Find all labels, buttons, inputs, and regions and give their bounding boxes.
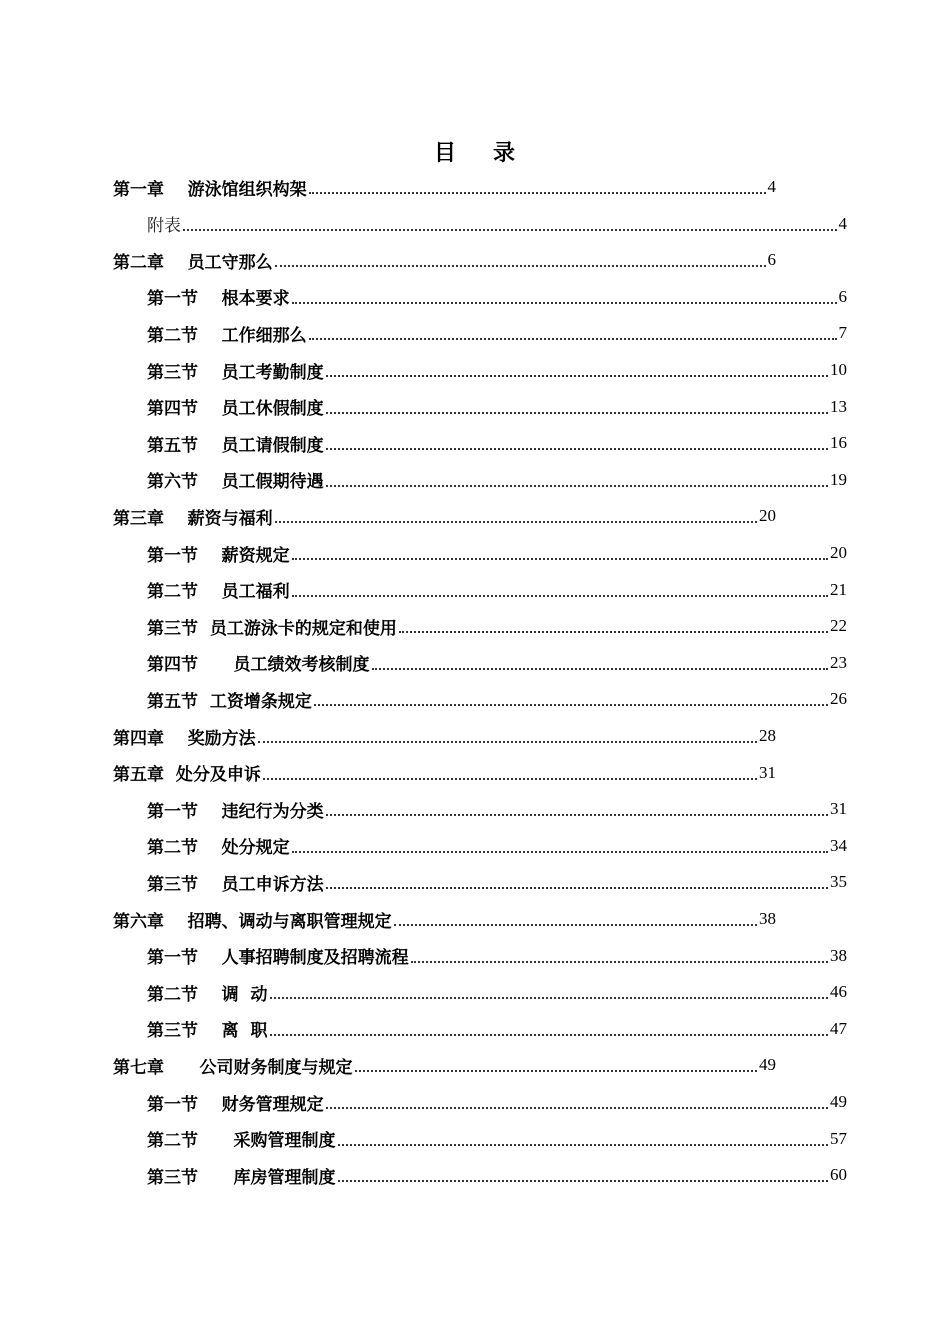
- toc-entry-section[interactable]: [147, 1084, 847, 1120]
- dot-leader: [292, 595, 828, 597]
- toc-entry-section[interactable]: [147, 974, 847, 1010]
- toc-entry-appendix[interactable]: [147, 206, 847, 242]
- toc-entry-section[interactable]: [147, 462, 847, 498]
- toc-entry-section[interactable]: [147, 1157, 847, 1193]
- dot-leader: [292, 851, 828, 853]
- toc-page-number: 7: [838, 323, 847, 343]
- toc-entry-label: 第一节 人事招聘制度及招聘流程: [147, 948, 409, 969]
- toc-entry-label: 第六节 员工假期待遇: [147, 472, 324, 493]
- toc-entry-label: 第二节 采购管理制度: [147, 1131, 336, 1152]
- dot-leader: [394, 924, 757, 926]
- toc-page-number: 20: [759, 506, 776, 526]
- toc-entry-chapter[interactable]: [113, 169, 776, 205]
- toc-page-number: 28: [759, 726, 776, 745]
- toc-entry-label: 第四章 奖励方法: [113, 728, 256, 749]
- toc-page-number: 31: [759, 762, 776, 782]
- toc-entry-label: 第五节 员工请假制度: [147, 435, 324, 456]
- toc-page-number: 49: [759, 1055, 776, 1075]
- toc-entry-label: 第五章 处分及申诉: [113, 765, 261, 786]
- toc-entry-section[interactable]: [147, 352, 847, 388]
- dot-leader: [326, 412, 828, 414]
- toc-entry-section[interactable]: [147, 315, 847, 351]
- toc-entry-label: 第一节 薪资规定: [147, 545, 290, 566]
- toc-entry-section[interactable]: [147, 938, 847, 974]
- dot-leader: [338, 1180, 828, 1182]
- toc-entry-section[interactable]: [147, 1011, 847, 1047]
- toc-page-number: 20: [830, 543, 847, 562]
- dot-leader: [309, 192, 766, 194]
- toc-page-number: 22: [830, 616, 847, 636]
- toc-page-number: 10: [830, 360, 847, 379]
- dot-leader: [314, 704, 828, 706]
- toc-entry-section[interactable]: [147, 279, 847, 315]
- toc-entry-label: 第三节 离 职: [147, 1021, 268, 1042]
- toc-entry-label: 第一节 财务管理规定: [147, 1094, 324, 1115]
- dot-leader: [275, 265, 766, 267]
- toc-entry-label: 第三节 员工考勤制度: [147, 362, 324, 383]
- toc-entry-label: 第三节 员工游泳卡的规定和使用: [147, 618, 397, 639]
- dot-leader: [355, 1070, 757, 1072]
- toc-entry-section[interactable]: [147, 608, 847, 644]
- toc-entry-section[interactable]: [147, 681, 847, 717]
- toc-entry-label: 第二节 工作细那么: [147, 325, 307, 346]
- toc-page-number: 38: [830, 945, 847, 965]
- dot-leader: [399, 631, 828, 633]
- toc-entry-section[interactable]: [147, 645, 847, 681]
- dot-leader: [270, 997, 828, 999]
- toc-title-part1: 目: [433, 140, 457, 166]
- toc-entry-section[interactable]: [147, 535, 847, 571]
- toc-entry-label: 第二节 处分规定: [147, 838, 290, 859]
- toc-page-number: 57: [830, 1128, 847, 1148]
- toc-page-number: 4: [838, 213, 847, 233]
- toc-entry-label: 第二节 调 动: [147, 984, 268, 1005]
- toc-entry-chapter[interactable]: [113, 901, 776, 937]
- toc-page-number: 6: [838, 286, 847, 306]
- toc-entry-chapter[interactable]: [113, 718, 776, 754]
- toc-entry-section[interactable]: [147, 389, 847, 425]
- dot-leader: [258, 741, 757, 743]
- toc-entry-section[interactable]: [147, 828, 847, 864]
- toc-page-number: 49: [830, 1092, 847, 1111]
- toc-page-number: 13: [830, 396, 847, 416]
- dot-leader: [275, 521, 757, 523]
- dot-leader: [309, 338, 837, 340]
- toc-entry-section[interactable]: [147, 864, 847, 900]
- toc-entry-label: 第一节 根本要求: [147, 289, 290, 310]
- toc-entry-label: 第五节 工资增条规定: [147, 691, 312, 712]
- toc-page-number: 23: [830, 652, 847, 672]
- toc-entry-section[interactable]: [147, 572, 847, 608]
- toc-entry-label: 第一章 游泳馆组织构架: [113, 179, 307, 200]
- dot-leader: [292, 558, 828, 560]
- dot-leader: [338, 1144, 828, 1146]
- toc-entry-chapter[interactable]: [113, 1047, 776, 1083]
- toc-page-number: 34: [830, 835, 847, 855]
- dot-leader: [411, 961, 828, 963]
- toc-entry-label: 第三节 库房管理制度: [147, 1167, 336, 1188]
- toc-page-number: 47: [830, 1018, 847, 1038]
- dot-leader: [270, 1034, 828, 1036]
- dot-leader: [326, 375, 828, 377]
- toc-page-number: 16: [830, 433, 847, 453]
- toc-entry-label: 第三节 员工申诉方法: [147, 874, 324, 895]
- toc-entry-label: 第二节 员工福利: [147, 582, 290, 603]
- toc-entry-section[interactable]: [147, 1121, 847, 1157]
- toc-entry-label: 第七章 公司财务制度与规定: [113, 1057, 353, 1078]
- toc-page-number: 19: [830, 469, 847, 489]
- toc-page-number: 6: [767, 250, 776, 270]
- toc-entry-section[interactable]: [147, 425, 847, 461]
- toc-title-part2: 录: [493, 140, 517, 166]
- toc-entry-chapter[interactable]: [113, 242, 776, 278]
- dot-leader: [263, 778, 757, 780]
- dot-leader: [326, 814, 828, 816]
- dot-leader: [326, 887, 828, 889]
- toc-page-number: 4: [767, 177, 776, 196]
- toc-entry-label: 第四节 员工绩效考核制度: [147, 655, 370, 676]
- toc-entry-label: 第三章 薪资与福利: [113, 508, 273, 529]
- dot-leader: [326, 1107, 828, 1109]
- toc-entry-chapter[interactable]: [113, 755, 776, 791]
- toc-entry-chapter[interactable]: [113, 498, 776, 534]
- toc-entry-label: 第四节 员工休假制度: [147, 399, 324, 420]
- toc-page-number: 31: [830, 799, 847, 819]
- toc-entry-label: 第二章 员工守那么: [113, 252, 273, 273]
- toc-title: [0, 136, 950, 167]
- dot-leader: [183, 229, 837, 231]
- dot-leader: [292, 302, 837, 304]
- toc-entry-label: 第六章 招聘、调动与离职管理规定: [113, 911, 392, 932]
- toc-page-number: 60: [830, 1165, 847, 1185]
- dot-leader: [326, 485, 828, 487]
- dot-leader: [372, 668, 828, 670]
- toc-entry-label: 附表: [147, 216, 181, 237]
- toc-page-number: 38: [759, 909, 776, 928]
- toc-page-number: 46: [830, 982, 847, 1002]
- toc-entry-section[interactable]: [147, 791, 847, 827]
- dot-leader: [326, 448, 828, 450]
- toc-page-number: 35: [830, 872, 847, 892]
- toc-entry-label: 第一节 违纪行为分类: [147, 801, 324, 822]
- toc-page-number: 26: [830, 689, 847, 709]
- toc-page-number: 21: [830, 579, 847, 599]
